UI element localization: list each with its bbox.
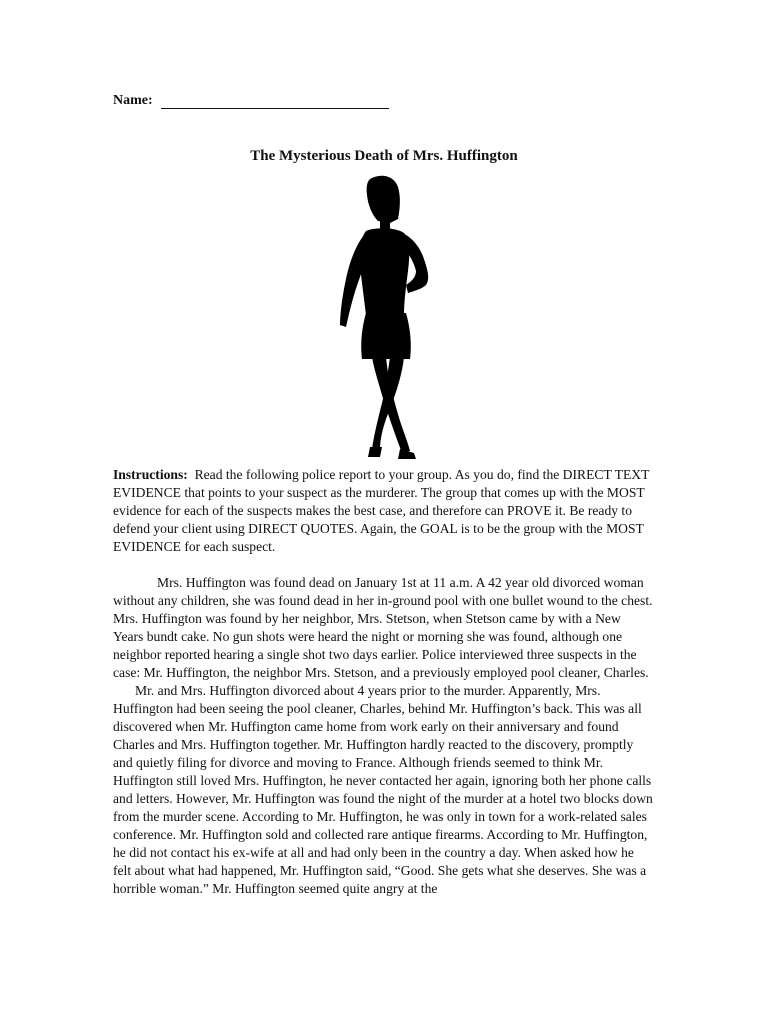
instructions-label: Instructions:: [113, 467, 188, 482]
instructions-block: [113, 466, 653, 556]
instructions-text: Read the following police report to your group. As you do, find the DIRECT TEXT EVIDENCE that points to your suspect as the murderer. The group that comes up with the MOST evidence for each of the suspects makes the best case, and therefore can PROVE it. Be ready to defend your client using DIRECT QUOTES. Again, the GOAL is to be the group with the MOST EVIDENCE for each suspect.: [113, 467, 650, 554]
page-title: The Mysterious Death of Mrs. Huffington: [250, 148, 518, 164]
police-report: [113, 574, 653, 898]
document-body: [113, 466, 653, 898]
name-blank-line[interactable]: [161, 94, 389, 109]
report-paragraph-2: Mr. and Mrs. Huffington divorced about 4 years prior to the murder. Apparently, Mrs. Huffington had been seeing the pool cleaner, Charles, behind Mr. Huffington’s back. This was all discovered when Mr. Huffington came home from work early on their anniversary and found Charles and Mrs. Huffington together. Mr. Huffington hardly reacted to the discovery, promptly and quietly filing for divorce and moving to France. Although friends seemed to think Mr. Huffington still loved Mrs. Huffington, he never contacted her again, ignoring both her phone calls and letters. However, Mr. Huffington was found the night of the murder at a hotel two blocks down from the murder scene. According to Mr. Huffington, he was only in town for a work-related sales conference. Mr. Huffington sold and collected rare antique firearms. According to Mr. Huffington, he did not contact his ex-wife at all and had only been in the country a day. When asked how he felt about what had happened, Mr. Huffington said, “Good. She gets what she deserves. She was a horrible woman.” Mr. Huffington seemed quite angry at the: [113, 683, 653, 896]
report-paragraph-1: Mrs. Huffington was found dead on January 1st at 11 a.m. A 42 year old divorced woman without any children, she was found dead in her in-ground pool with one bullet wound to the chest. Mrs. Huffington was found by her neighbor, Mrs. Stetson, when Stetson came by with a New Years bundt cake. No gun shots were heard the night or morning she was found, although one neighbor reported hearing a single shot two days earlier. Police interviewed three suspects in the case: Mr. Huffington, the neighbor Mrs. Stetson, and a previously employed pool cleaner, Charles.: [113, 575, 653, 680]
silhouette-shape: [340, 176, 428, 459]
woman-silhouette-icon: [330, 175, 440, 460]
name-field: [113, 93, 389, 109]
name-label: Name:: [113, 93, 153, 108]
